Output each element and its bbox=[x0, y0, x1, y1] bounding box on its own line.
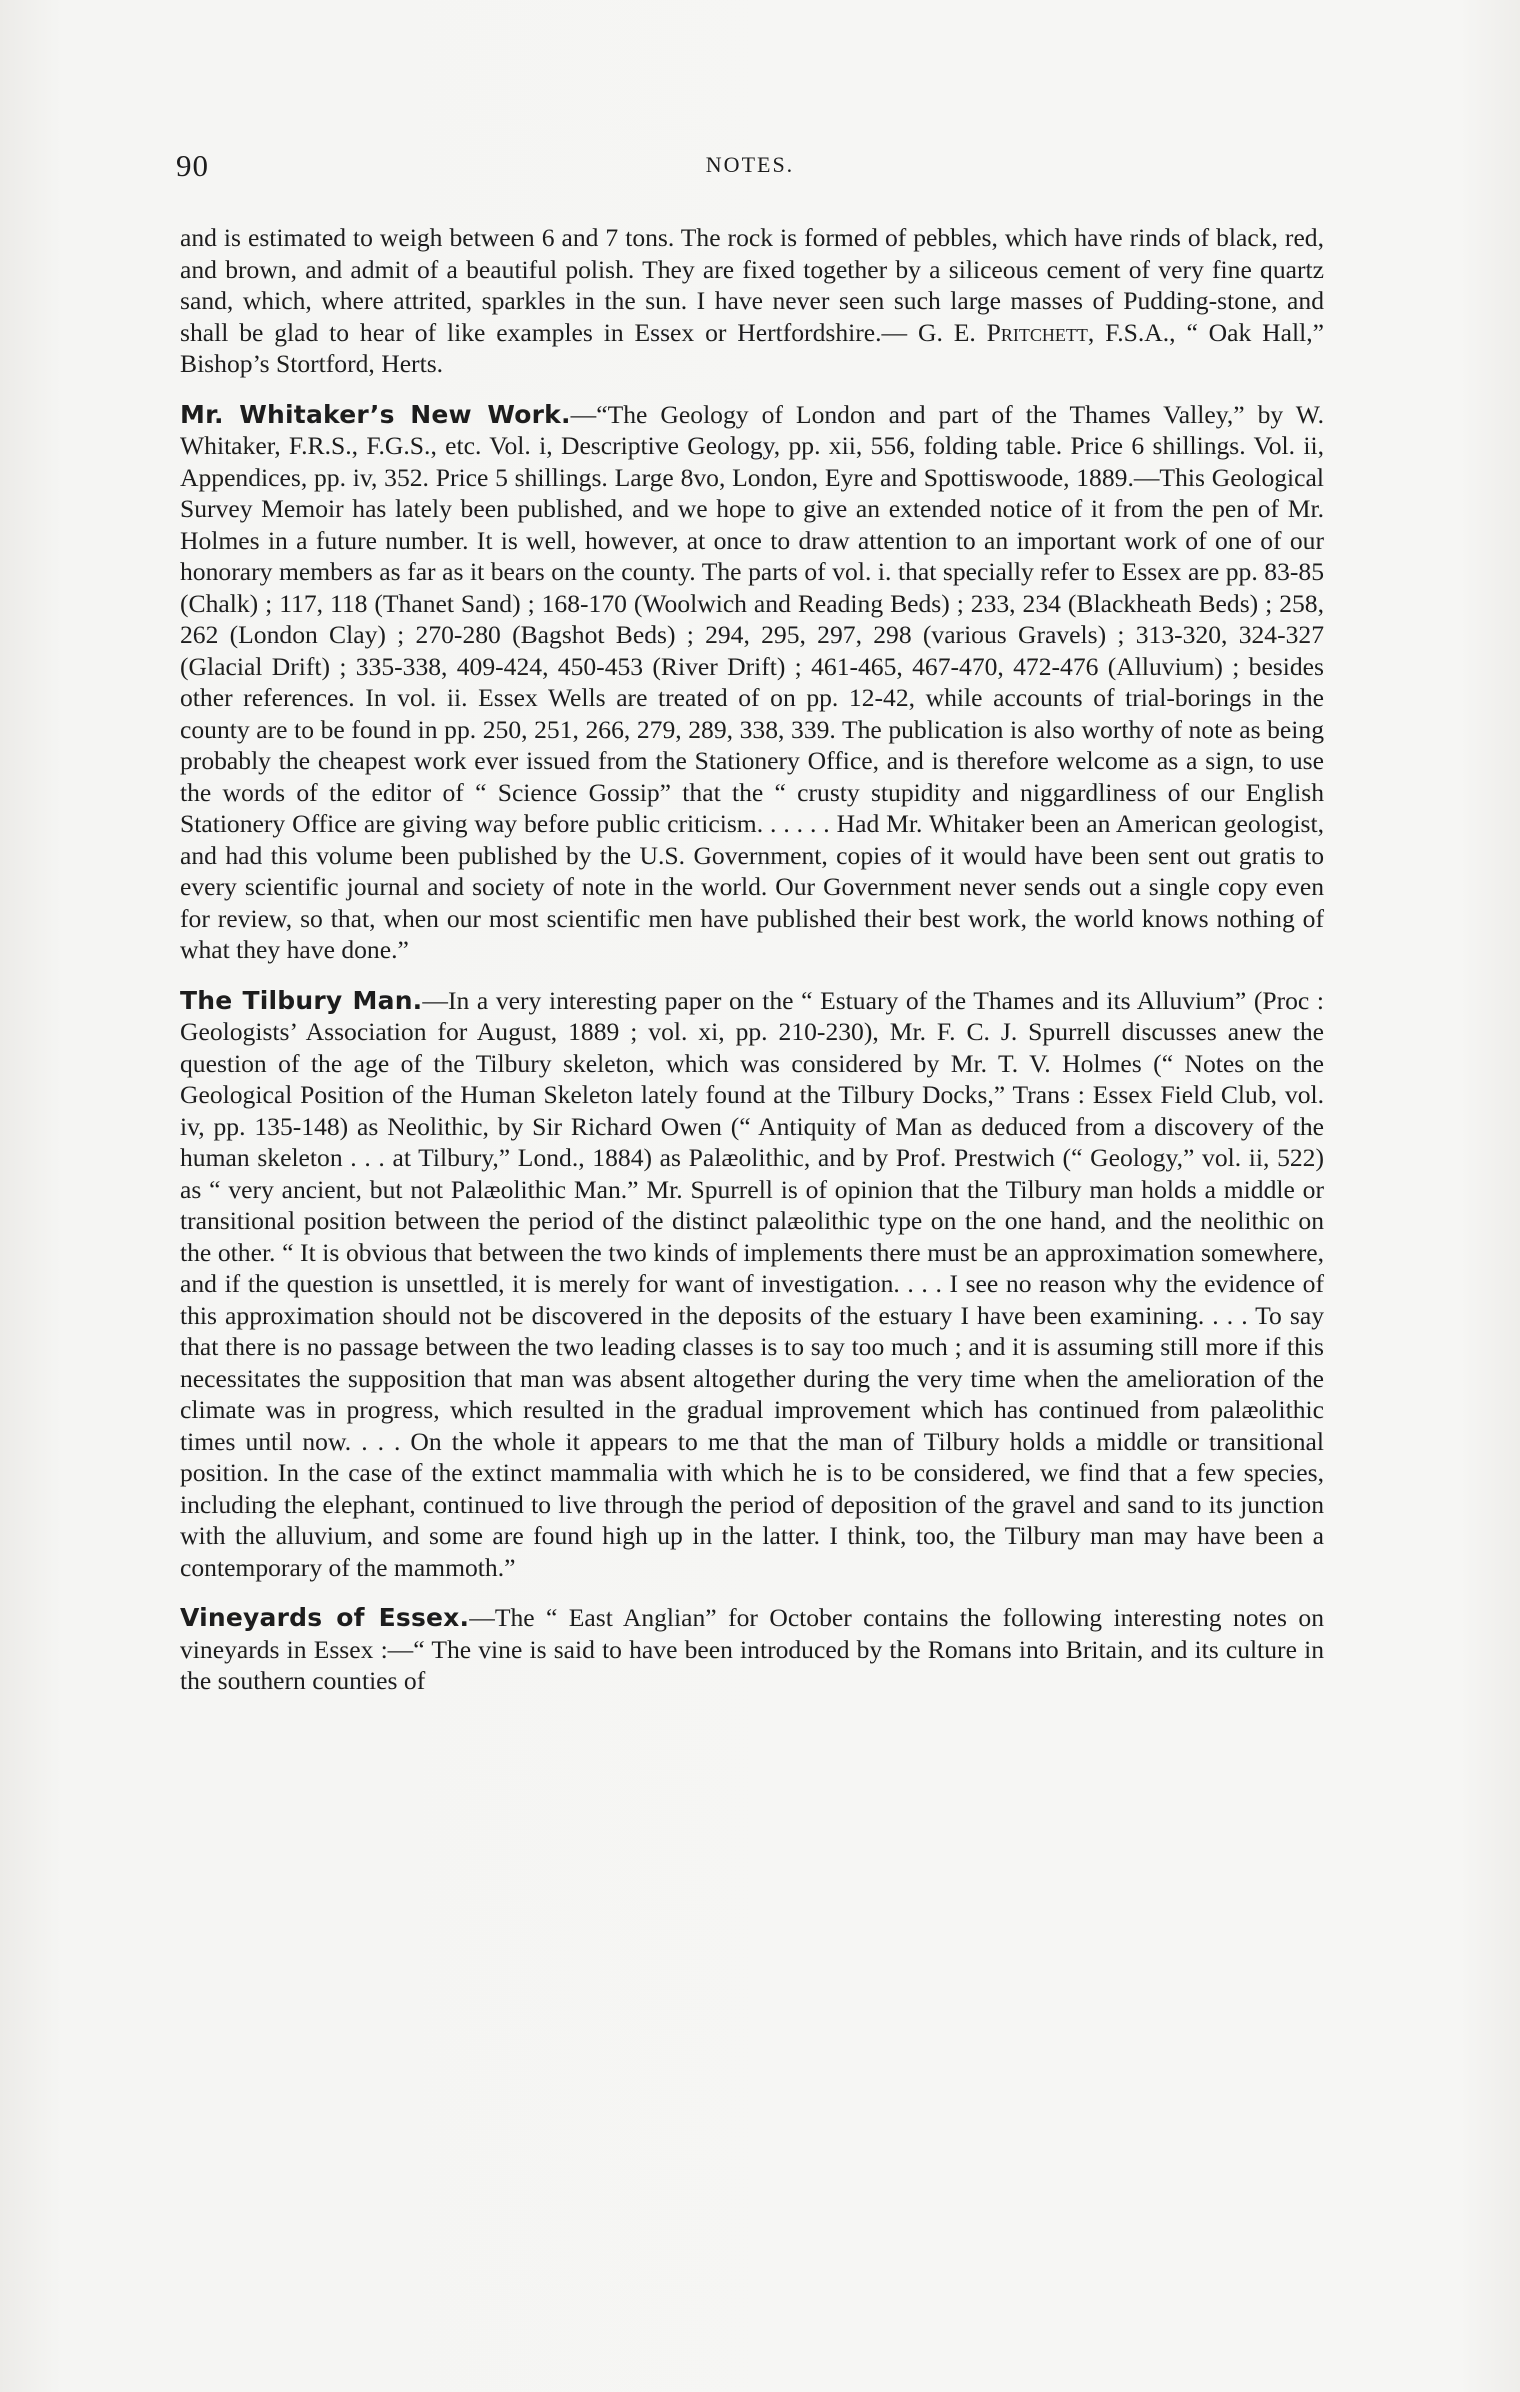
whitaker-note-heading: Mr. Whitaker’s New Work. bbox=[180, 399, 571, 429]
tilbury-note-heading: The Tilbury Man. bbox=[180, 985, 423, 1015]
tilbury-note-body: —In a very interesting paper on the “ Estuary of the Thames and its Alluvium” (Proc : Geologists’ Association for August, 1889 ; vol. xi, pp. 210-230), Mr. F. C. J. Spurrell discusses anew the question of the age of the Tilbury skeleton, which was considered by Mr. T. V. Holmes (“ Notes on the Geological Position of the Human Skeleton lately found at the Tilbury Docks,” Trans : Essex Field Club, vol. iv, pp. 135-148) as Neolithic, by Sir Richard Owen (“ Antiquity of Man as deduced from a discovery of the human skeleton . . . at Tilbury,” Lond., 1884) as Palæolithic, and by Prof. Prestwich (“ Geology,” vol. ii, 522) as “ very ancient, but not Palæolithic Man.” Mr. Spurrell is of opinion that the Tilbury man holds a middle or transitional position between the period of the distinct palæolithic type on the one hand, and the neolithic on the other. “ It is obvious that between the two kinds of implements there must be an approximation somewhere, and if the question is unsettled, it is merely for want of investigation. . . . I see no reason why the evidence of this approximation should not be discovered in the deposits of the estuary I have been examining. . . . To say that there is no passage between the two leading classes is to say too much ; and it is assuming still more if this necessitates the supposition that man was absent altogether during the very time when the amelioration of the climate was in progress, which resulted in the gradual improvement which has continued from palæolithic times until now. . . . On the whole it appears to me that the man of Tilbury holds a middle or transitional position. In the case of the extinct mammalia with which he is to be considered, we find that a few species, including the elephant, continued to live through the period of deposition of the gravel and sand to its junction with the alluvium, and some are found high up in the latter. I think, too, the Tilbury man may have been a contemporary of the mammoth.” bbox=[180, 985, 1324, 1582]
whitaker-note bbox=[180, 399, 1324, 966]
pritchett-note-author: G. E. Pritchett bbox=[917, 317, 1088, 347]
page-body bbox=[180, 222, 1324, 1697]
running-head: NOTES. bbox=[705, 152, 795, 177]
pritchett-note-author-suffix: , F.S.A., “ Oak Hall,” Bishop’s Stortford, Herts. bbox=[180, 317, 1324, 378]
page-header bbox=[176, 148, 1324, 188]
whitaker-note-body: —“The Geology of London and part of the Thames Valley,” by W. Whitaker, F.R.S., F.G.S., etc. Vol. i, Descriptive Geology, pp. xii, 556, folding table. Price 6 shillings. Vol. ii, Appendices, pp. iv, 352. Price 5 shillings. Large 8vo, London, Eyre and Spottiswoode, 1889.—This Geological Survey Memoir has lately been published, and we hope to give an extended notice of it from the pen of Mr. Holmes in a future number. It is well, however, at once to draw attention to an important work of one of our honorary members as far as it bears on the county. The parts of vol. i. that specially refer to Essex are pp. 83-85 (Chalk) ; 117, 118 (Thanet Sand) ; 168-170 (Woolwich and Reading Beds) ; 233, 234 (Blackheath Beds) ; 258, 262 (London Clay) ; 270-280 (Bagshot Beds) ; 294, 295, 297, 298 (various Gravels) ; 313-320, 324-327 (Glacial Drift) ; 335-338, 409-424, 450-453 (River Drift) ; 461-465, 467-470, 472-476 (Alluvium) ; besides other references. In vol. ii. Essex Wells are treated of on pp. 12-42, while accounts of trial-borings in the county are to be found in pp. 250, 251, 266, 279, 289, 338, 339. The publication is also worthy of note as being probably the cheapest work ever issued from the Stationery Office, and is therefore welcome as a sign, to use the words of the editor of “ Science Gossip” that the “ crusty stupidity and niggardliness of our English Stationery Office are giving way before public criticism. . . . . . Had Mr. Whitaker been an American geologist, and had this volume been published by the U.S. Government, copies of it would have been sent out gratis to every scientific journal and society of note in the world. Our Government never sends out a single copy even for review, so that, when our most scientific men have published their best work, the world knows nothing of what they have done.” bbox=[180, 399, 1324, 964]
vineyards-note bbox=[180, 1602, 1324, 1697]
vineyards-note-body: —The “ East Anglian” for October contains the following interesting notes on vineyards in Essex :—“ The vine is said to have been introduced by the Romans into Britain, and its culture in the southern counties of bbox=[180, 1603, 1324, 1695]
vineyards-note-heading: Vineyards of Essex. bbox=[180, 1603, 470, 1632]
pritchett-note bbox=[180, 222, 1324, 380]
pritchett-note-text: and is estimated to weigh between 6 and 7 tons. The rock is formed of pebbles, which have rinds of black, red, and brown, and admit of a beautiful polish. They are fixed together by a siliceous cement of very fine quartz sand, which, where attrited, sparkles in the sun. I have never seen such large masses of Pudding-stone, and shall be glad to hear of like examples in Essex or Hertfordshire.— bbox=[180, 223, 1324, 347]
page-number: 90 bbox=[176, 148, 209, 183]
tilbury-note bbox=[180, 985, 1324, 1584]
